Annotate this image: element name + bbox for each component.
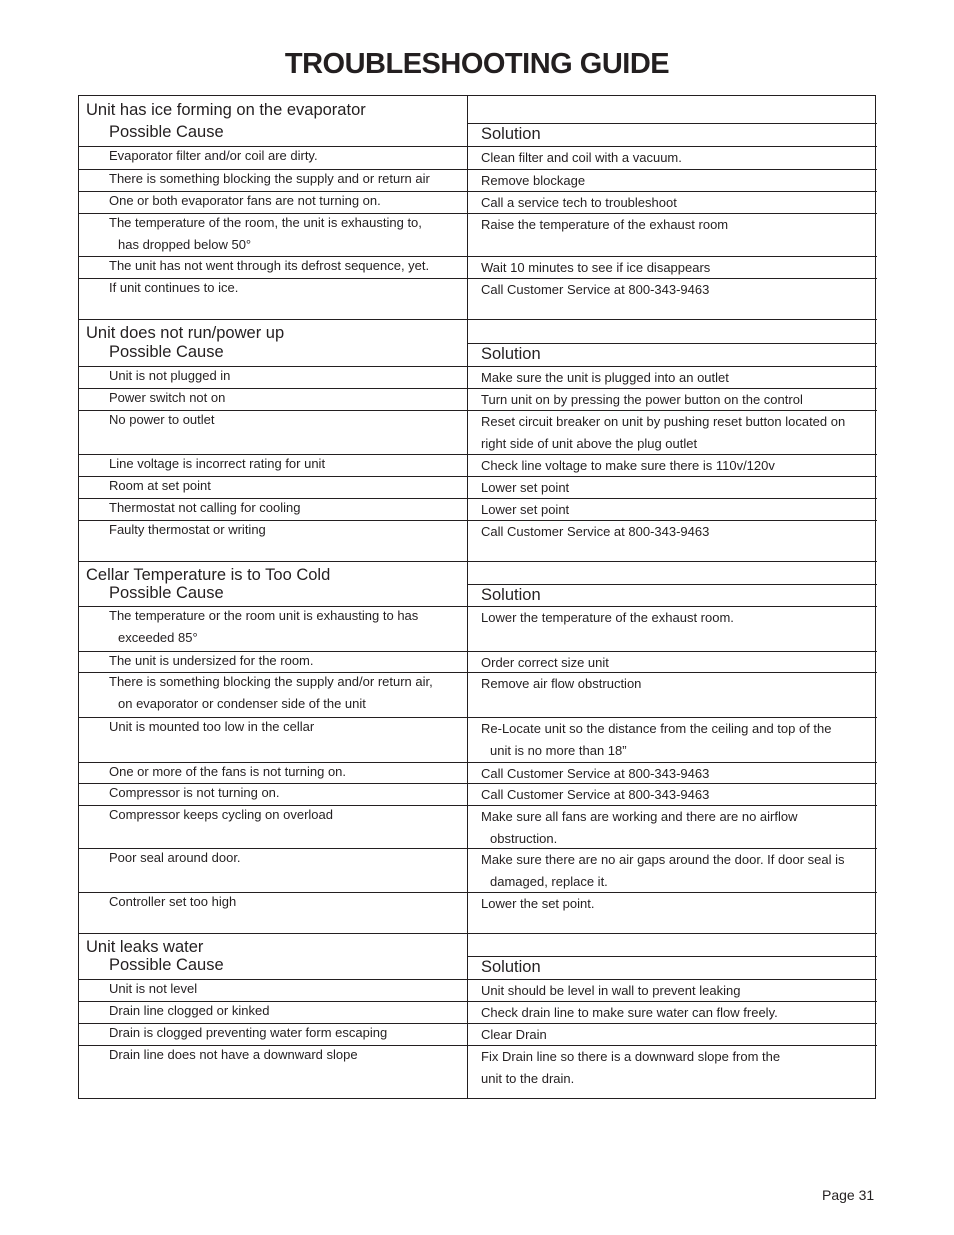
solution-cell (481, 1024, 873, 1046)
cause-text: There is something blocking the supply and/or return air, (109, 674, 433, 689)
cause-cell (109, 519, 463, 541)
solution-text: Call Customer Service at 800-343-9463 (481, 524, 710, 539)
solution-text: Check drain line to make sure water can flow freely. (481, 1005, 778, 1020)
column-divider (467, 96, 468, 1098)
cause-text: Room at set point (109, 478, 211, 493)
solution-cell (481, 147, 873, 169)
cause-text: The unit has not went through its defrost sequence, yet. (109, 258, 430, 273)
cause-text: Compressor is not turning on. (109, 785, 280, 800)
solution-cell (481, 806, 873, 850)
row-rule (79, 561, 877, 562)
solution-text: Lower set point (481, 502, 570, 517)
cause-text: Controller set too high (109, 894, 237, 909)
cause-text: The unit is undersized for the room. (109, 653, 314, 668)
solution-cell (481, 499, 873, 521)
solution-cell (481, 411, 873, 455)
cause-cell (109, 387, 463, 409)
cause-cell (109, 804, 463, 826)
solution-text: unit is no more than 18” (490, 743, 627, 758)
solution-cell (481, 279, 873, 301)
solution-cell (481, 170, 873, 192)
cause-cell (109, 716, 463, 738)
solution-cell (481, 1046, 873, 1090)
cause-text: Drain is clogged preventing water form escaping (109, 1025, 388, 1040)
solution-header: Solution (481, 125, 541, 143)
solution-text: Clean filter and coil with a vacuum. (481, 150, 682, 165)
section-title: Unit does not run/power up (86, 324, 285, 342)
row-rule (79, 933, 877, 934)
cause-text: has dropped below 50° (118, 237, 252, 252)
cause-text: Drain line does not have a downward slope (109, 1047, 358, 1062)
page-title: TROUBLESHOOTING GUIDE (284, 48, 670, 80)
cause-text: Unit is mounted too low in the cellar (109, 719, 315, 734)
solution-text: Lower set point (481, 480, 570, 495)
row-rule (467, 123, 877, 124)
solution-cell (481, 521, 873, 543)
solution-header: Solution (481, 345, 541, 363)
row-rule (467, 343, 877, 344)
solution-text: Call Customer Service at 800-343-9463 (481, 787, 710, 802)
cause-cell (109, 212, 463, 256)
solution-header: Solution (481, 586, 541, 604)
cause-cell (109, 1022, 463, 1044)
cause-cell (109, 190, 463, 212)
cause-cell (109, 168, 463, 190)
cause-cell (109, 782, 463, 804)
solution-text: Call Customer Service at 800-343-9463 (481, 766, 710, 781)
cause-text: Unit is not level (109, 981, 198, 996)
solution-text: Make sure the unit is plugged into an outlet (481, 370, 729, 385)
solution-text: Unit should be level in wall to prevent leaking (481, 983, 741, 998)
solution-cell (481, 367, 873, 389)
solution-cell (481, 257, 873, 279)
solution-text: Re-Locate unit so the distance from the ceiling and top of the (481, 721, 832, 736)
solution-text: Turn unit on by pressing the power button on the control (481, 392, 803, 407)
solution-cell (481, 652, 873, 674)
cause-cell (109, 605, 463, 649)
cause-cell (109, 978, 463, 1000)
cause-text: The temperature or the room unit is exhausting to has (109, 608, 419, 623)
solution-cell (481, 477, 873, 499)
row-rule (467, 956, 877, 957)
solution-text: right side of unit above the plug outlet (481, 436, 698, 451)
cause-cell (109, 671, 463, 715)
solution-cell (481, 214, 873, 236)
cause-text: Compressor keeps cycling on overload (109, 807, 333, 822)
cause-cell (109, 145, 463, 167)
solution-header: Solution (481, 958, 541, 976)
cause-cell (109, 761, 463, 783)
solution-text: Make sure all fans are working and there are no airflow (481, 809, 798, 824)
solution-text: Clear Drain (481, 1027, 547, 1042)
solution-cell (481, 455, 873, 477)
solution-text: obstruction. (490, 831, 558, 846)
solution-cell (481, 673, 873, 695)
cause-text: exceeded 85° (118, 630, 198, 645)
cause-cell (109, 497, 463, 519)
solution-cell (481, 980, 873, 1002)
solution-cell (481, 893, 873, 915)
cause-text: Line voltage is incorrect rating for unit (109, 456, 326, 471)
cause-text: Thermostat not calling for cooling (109, 500, 301, 515)
cause-cell (109, 847, 463, 869)
solution-text: unit to the drain. (481, 1071, 575, 1086)
cause-cell (109, 409, 463, 431)
cause-cell (109, 255, 463, 277)
cause-text: The temperature of the room, the unit is exhausting to, (109, 215, 422, 230)
cause-cell (109, 277, 463, 299)
cause-cell (109, 365, 463, 387)
section-title: Unit leaks water (86, 938, 204, 956)
solution-text: Reset circuit breaker on unit by pushing reset button located on (481, 414, 846, 429)
solution-cell (481, 389, 873, 411)
cause-text: There is something blocking the supply and or return air (109, 171, 430, 186)
solution-cell (481, 192, 873, 214)
cause-cell (109, 453, 463, 475)
section-title: Cellar Temperature is to Too Cold (86, 566, 331, 584)
row-rule (79, 319, 877, 320)
solution-cell (481, 849, 873, 893)
possible-cause-header: Possible Cause (109, 956, 224, 974)
row-rule (467, 584, 877, 585)
cause-text: One or more of the fans is not turning on. (109, 764, 347, 779)
solution-text: Fix Drain line so there is a downward slope from the (481, 1049, 781, 1064)
solution-text: Remove air flow obstruction (481, 676, 642, 691)
cause-text: Faulty thermostat or writing (109, 522, 266, 537)
solution-text: Order correct size unit (481, 655, 609, 670)
cause-text: Evaporator filter and/or coil are dirty. (109, 148, 318, 163)
solution-cell (481, 607, 873, 629)
cause-cell (109, 1000, 463, 1022)
solution-text: Lower the temperature of the exhaust room. (481, 610, 734, 625)
cause-text: Unit is not plugged in (109, 368, 231, 383)
solution-cell (481, 763, 873, 785)
cause-cell (109, 475, 463, 497)
possible-cause-header: Possible Cause (109, 123, 224, 141)
solution-text: Call a service tech to troubleshoot (481, 195, 677, 210)
cause-text: No power to outlet (109, 412, 215, 427)
cause-cell (109, 650, 463, 672)
cause-text: Drain line clogged or kinked (109, 1003, 270, 1018)
solution-text: damaged, replace it. (490, 874, 608, 889)
possible-cause-header: Possible Cause (109, 584, 224, 602)
cause-cell (109, 891, 463, 913)
cause-text: Poor seal around door. (109, 850, 241, 865)
cause-text: If unit continues to ice. (109, 280, 239, 295)
possible-cause-header: Possible Cause (109, 343, 224, 361)
cause-text: Power switch not on (109, 390, 226, 405)
solution-text: Check line voltage to make sure there is 110v/120v (481, 458, 775, 473)
solution-text: Raise the temperature of the exhaust room (481, 217, 729, 232)
solution-text: Wait 10 minutes to see if ice disappears (481, 260, 711, 275)
cause-cell (109, 1044, 463, 1066)
page-number: Page 31 (822, 1187, 875, 1203)
troubleshooting-table (78, 95, 876, 1099)
cause-text: on evaporator or condenser side of the unit (118, 696, 366, 711)
solution-cell (481, 784, 873, 806)
section-title: Unit has ice forming on the evaporator (86, 101, 366, 119)
solution-cell (481, 718, 873, 762)
solution-text: Call Customer Service at 800-343-9463 (481, 282, 710, 297)
solution-cell (481, 1002, 873, 1024)
cause-text: One or both evaporator fans are not turning on. (109, 193, 381, 208)
solution-text: Make sure there are no air gaps around the door. If door seal is (481, 852, 845, 867)
solution-text: Lower the set point. (481, 896, 595, 911)
solution-text: Remove blockage (481, 173, 586, 188)
